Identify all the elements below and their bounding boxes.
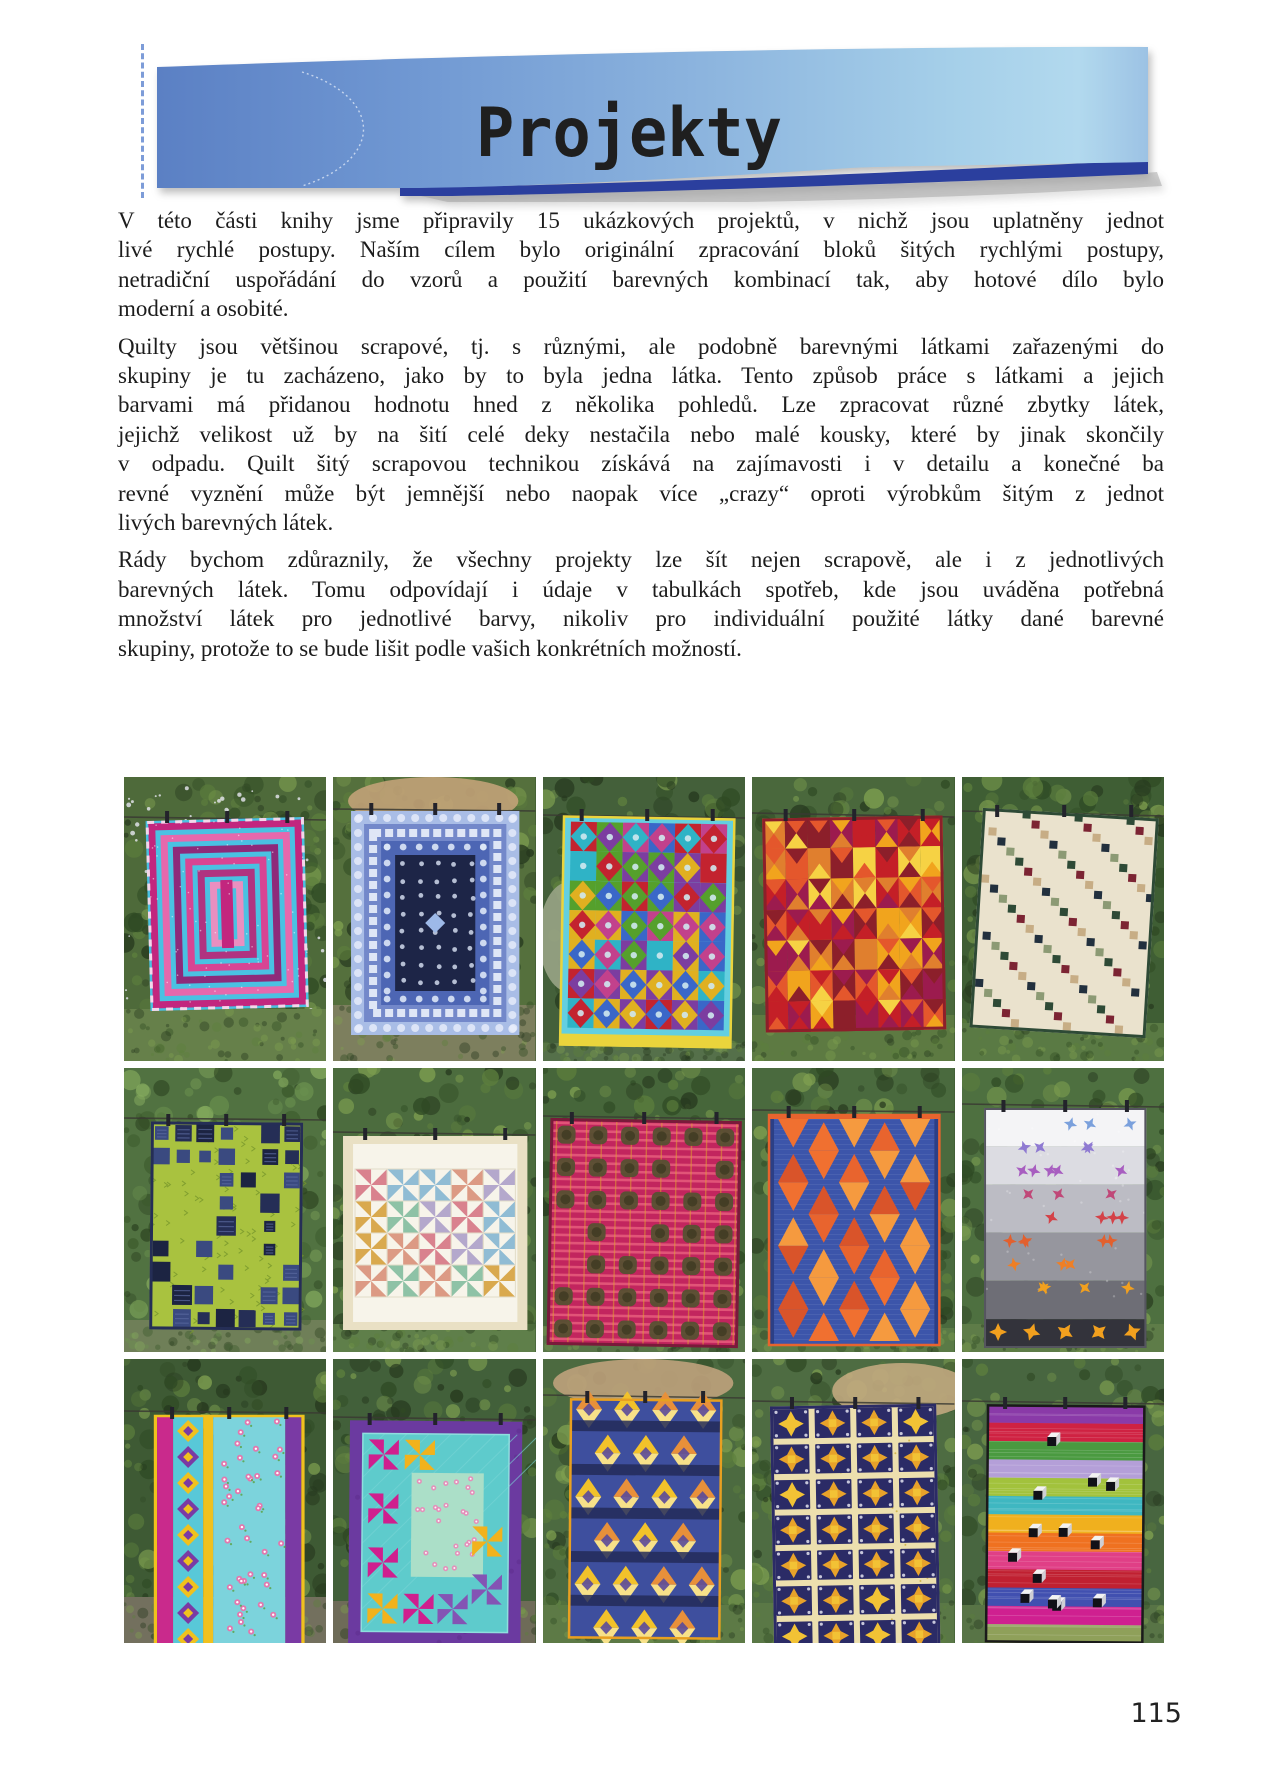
quilt-photo-image xyxy=(752,777,954,1061)
quilt-photo-11 xyxy=(124,1359,326,1643)
quilt-photo-8 xyxy=(543,1068,745,1352)
paragraph-2-line-6: revné vyznění může být jemnější nebo naopak více „crazy“ oproti výrobkům šitým z jednot xyxy=(118,480,1164,506)
quilt-photo-image xyxy=(543,777,745,1061)
banner-ribbon xyxy=(152,38,1166,202)
quilt-photo-4 xyxy=(752,777,954,1061)
paragraph-2 xyxy=(118,332,1164,538)
paragraph-3-line-1: Rády bychom zdůraznily, že všechny projekty lze šít nejen scrapově, ale i z jednotlivých xyxy=(118,547,1164,573)
quilt-photo-image xyxy=(124,1068,326,1352)
quilt-photo-image xyxy=(962,1359,1164,1643)
page-number: 115 xyxy=(1130,1698,1182,1729)
chapter-banner xyxy=(152,38,1166,202)
paragraph-2-line-1: Quilty jsou většinou scrapové, tj. s různými, ale podobně barevnými látkami zařazenými do xyxy=(118,333,1164,359)
quilt-photo-image xyxy=(543,1359,745,1643)
spine-dashed-line xyxy=(141,44,144,198)
quilt-photo-7 xyxy=(333,1068,535,1352)
paragraph-1-line-4: moderní a osobité. xyxy=(118,296,289,322)
quilt-photo-image xyxy=(124,1359,326,1643)
paragraph-3 xyxy=(118,545,1164,663)
intro-text xyxy=(118,206,1164,671)
quilt-photo-9 xyxy=(752,1068,954,1352)
paragraph-3-line-2: barevných látek. Tomu odpovídají i údaje v tabulkách spotřeb, kde jsou uváděna potřebná xyxy=(118,576,1164,602)
quilt-photo-5 xyxy=(962,777,1164,1061)
quilt-photo-6 xyxy=(124,1068,326,1352)
quilt-photo-image xyxy=(752,1068,954,1352)
quilt-photo-image xyxy=(333,777,535,1061)
quilt-photo-2 xyxy=(333,777,535,1061)
quilt-photo-image xyxy=(333,1068,535,1352)
paragraph-3-line-3: množství látek pro jednotlivé barvy, nikoliv pro individuální použité látky dané barevné xyxy=(118,606,1164,632)
quilt-photo-image xyxy=(333,1359,535,1643)
paragraph-1 xyxy=(118,206,1164,324)
paragraph-2-line-5: v odpadu. Quilt šitý scrapovou technikou získává na zajímavosti i v detailu a konečné ba xyxy=(118,451,1164,477)
quilt-photo-12 xyxy=(333,1359,535,1643)
banner-title: Projekty xyxy=(476,94,782,173)
paragraph-3-line-4: skupiny, protože to se bude lišit podle vašich konkrétních možností. xyxy=(118,635,742,661)
quilt-photo-15 xyxy=(962,1359,1164,1643)
quilt-photo-13 xyxy=(543,1359,745,1643)
paragraph-1-line-3: netradiční uspořádání do vzorů a použití barevných kombinací tak, aby hotové dílo bylo xyxy=(118,266,1164,292)
paragraph-2-line-7: livých barevných látek. xyxy=(118,510,334,536)
quilt-photo-image xyxy=(962,1068,1164,1352)
paragraph-2-line-3: barvami má přidanou hodnotu hned z několika pohledů. Lze zpracovat různé zbytky látek, xyxy=(118,392,1164,418)
paragraph-2-line-4: jejichž velikost už by na šití celé deky nestačila nebo malé kousky, které by jinak skončily xyxy=(118,421,1164,447)
quilt-photo-3 xyxy=(543,777,745,1061)
paragraph-2-line-2: skupiny je tu zacházeno, jako by to byla jedna látka. Tento způsob práce s látkami a jejich xyxy=(118,363,1164,389)
quilt-photo-1 xyxy=(124,777,326,1061)
quilt-photo-image xyxy=(962,777,1164,1061)
quilt-photo-10 xyxy=(962,1068,1164,1352)
paragraph-1-line-2: livé rychlé postupy. Naším cílem bylo originální zpracování bloků šitých rychlými postupy, xyxy=(118,237,1164,263)
quilt-photo-image xyxy=(124,777,326,1061)
quilt-photo-image xyxy=(543,1068,745,1352)
paragraph-1-line-1: V této části knihy jsme připravily 15 ukázkových projektů, v nichž jsou uplatněny jednot xyxy=(118,208,1164,233)
quilt-gallery xyxy=(124,777,1164,1643)
quilt-photo-14 xyxy=(752,1359,954,1643)
quilt-photo-image xyxy=(752,1359,954,1643)
